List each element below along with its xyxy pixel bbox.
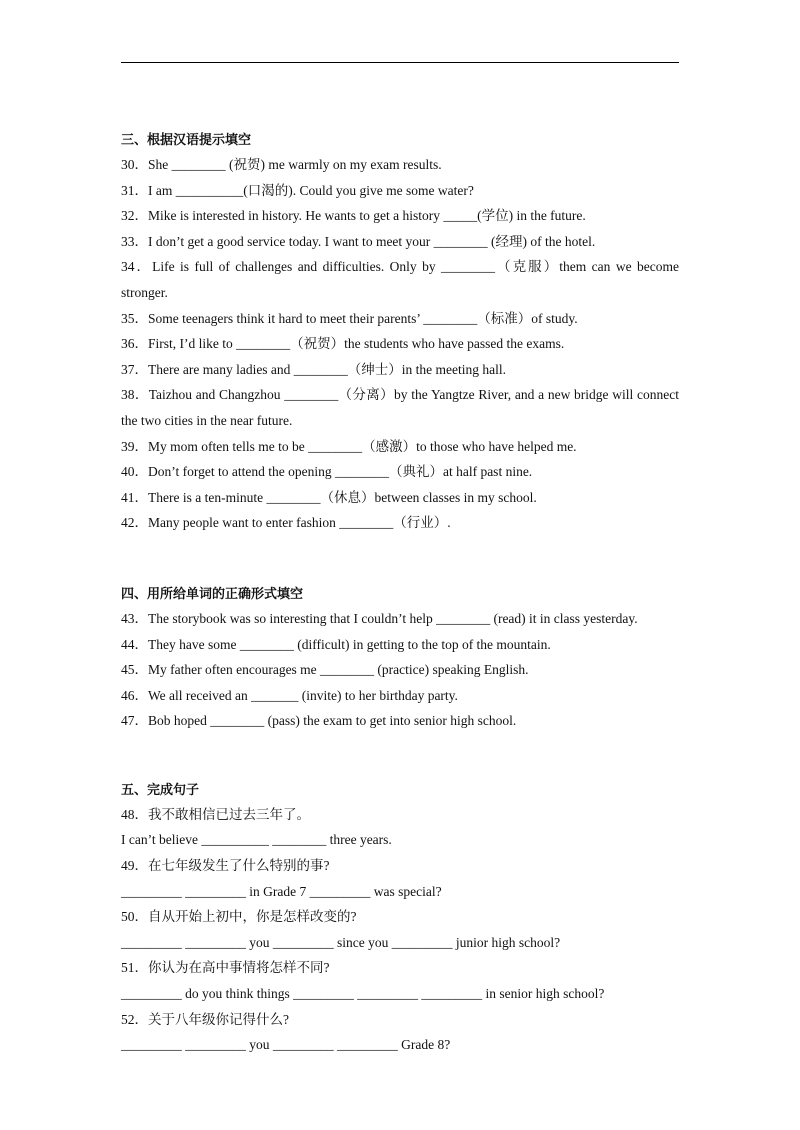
question-44: 44．They have some ________ (difficult) in getting to the top of the mountain.: [121, 636, 551, 652]
question-43: 43．The storybook was so interesting that I couldn’t help ________ (read) it in class yesterday.: [121, 610, 638, 626]
question-49-prompt: 49．在七年级发生了什么特别的事?: [121, 858, 330, 874]
section-heading: 五、完成句子: [121, 782, 200, 798]
question-39: 39．My mom often tells me to be ________（感激）to those who have helped me.: [121, 438, 577, 454]
question-47: 47．Bob hoped ________ (pass) the exam to get into senior high school.: [121, 713, 517, 729]
question-40: 40．Don’t forget to attend the opening ________（典礼）at half past nine.: [121, 464, 533, 480]
question-52-sentence: _________ _________ you _________ _________ Grade 8?: [121, 1037, 451, 1053]
question-32: 32．Mike is interested in history. He wants to get a history _____(学位) in the future.: [121, 208, 586, 224]
section-chinese-hint-fill: [121, 130, 679, 536]
question-46: 46．We all received an _______ (invite) to her birthday party.: [121, 687, 458, 703]
question-50-sentence: _________ _________ you _________ since you _________ junior high school?: [121, 934, 561, 950]
section-heading: 三、根据汉语提示填空: [121, 133, 252, 148]
question-48-prompt: 48．我不敢相信已过去三年了。: [121, 806, 310, 822]
worksheet-content: [121, 130, 679, 1058]
question-35: 35．Some teenagers think it hard to meet their parents’ ________（标准）of study.: [121, 310, 578, 326]
question-48-sentence: I can’t believe __________ ________ three years.: [121, 832, 392, 848]
question-51-sentence: _________ do you think things _________ _________ _________ in senior high school?: [121, 986, 605, 1002]
question-49-sentence: _________ _________ in Grade 7 _________ was special?: [121, 883, 442, 899]
question-36: 36．First, I’d like to ________（祝贺）the students who have passed the exams.: [121, 336, 565, 352]
question-52-prompt: 52．关于八年级你记得什么?: [121, 1011, 289, 1027]
question-30: 30．She ________ (祝贺) me warmly on my exam results.: [121, 157, 442, 172]
question-37: 37．There are many ladies and ________（绅士）in the meeting hall.: [121, 361, 507, 377]
section-complete-sentences: [121, 780, 679, 1058]
header-rule: [121, 62, 679, 63]
section-heading: 四、用所给单词的正确形式填空: [121, 586, 304, 602]
question-45: 45．My father often encourages me ________ (practice) speaking English.: [121, 662, 529, 678]
question-34: 34．Life is full of challenges and difficulties. Only by ________（克服）them can we become stronger.: [121, 259, 679, 300]
question-31: 31．I am __________(口渴的). Could you give me some water?: [121, 182, 474, 198]
question-42: 42．Many people want to enter fashion ________（行业）.: [121, 515, 451, 531]
question-51-prompt: 51．你认为在高中事情将怎样不同?: [121, 960, 330, 976]
question-50-prompt: 50．自从开始上初中，你是怎样改变的?: [121, 909, 357, 925]
question-33: 33．I don’t get a good service today. I want to meet your ________ (经理) of the hotel.: [121, 233, 596, 249]
question-38: 38．Taizhou and Changzhou ________（分离）by the Yangtze River, and a new bridge will connect the two cities in the near future.: [121, 387, 679, 428]
section-word-form-fill: [121, 584, 679, 734]
question-41: 41．There is a ten-minute ________（休息）between classes in my school.: [121, 489, 537, 505]
